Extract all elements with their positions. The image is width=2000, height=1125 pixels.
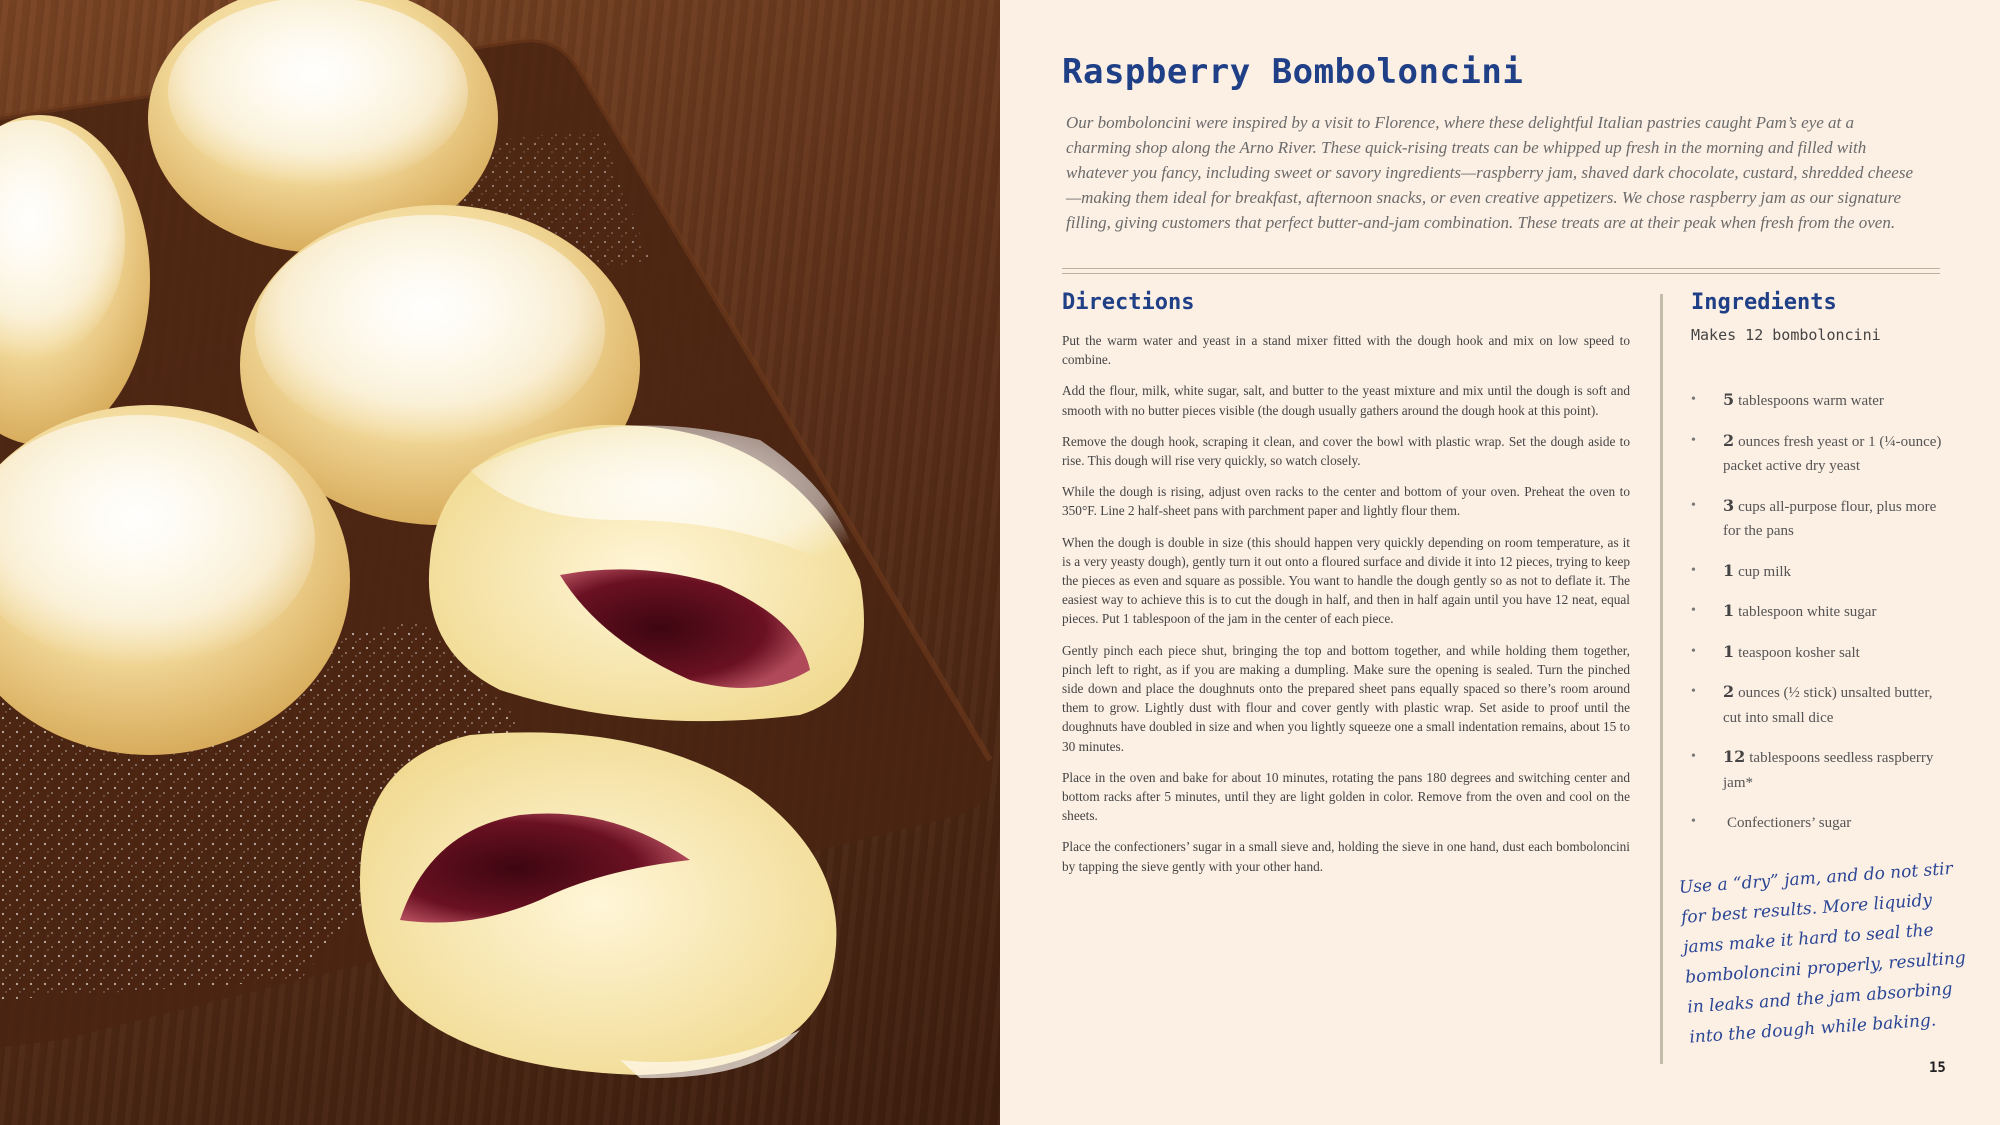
ingredient-item xyxy=(1691,745,1951,795)
column-divider xyxy=(1660,294,1663,1064)
ingredient-text: ounces (½ stick) unsalted butter, cut into small dice xyxy=(1723,685,1933,726)
bullet-icon: • xyxy=(1691,432,1696,448)
ingredient-quantity: 2 xyxy=(1723,430,1735,450)
page-number: 15 xyxy=(1929,1060,1946,1076)
recipe-title: Raspberry Bomboloncini xyxy=(1062,52,1524,92)
direction-step: While the dough is rising, adjust oven racks to the center and bottom of your oven. Preheat the oven to 350°F. Line 2 half-sheet pans with parchment paper and lightly flour them. xyxy=(1062,484,1630,519)
direction-step: Remove the dough hook, scraping it clean, and cover the bowl with plastic wrap. Set the dough aside to rise. This dough will rise very quickly, so watch closely. xyxy=(1062,433,1630,469)
ingredient-item xyxy=(1691,640,1951,666)
ingredient-item xyxy=(1691,559,1951,585)
ingredient-quantity: 1 xyxy=(1723,560,1735,580)
ingredient-text: tablespoon white sugar xyxy=(1738,604,1877,620)
ingredient-quantity: 12 xyxy=(1723,747,1746,766)
section-divider xyxy=(1062,268,1940,274)
bullet-icon: • xyxy=(1691,392,1696,407)
ingredient-text: tablespoons warm water xyxy=(1738,393,1884,409)
ingredient-text: cup milk xyxy=(1738,563,1792,580)
bullet-icon: • xyxy=(1691,814,1696,829)
ingredient-item xyxy=(1691,494,1951,544)
recipe-page xyxy=(1000,0,2000,1125)
bullet-icon: • xyxy=(1691,684,1696,699)
ingredient-item xyxy=(1691,599,1951,625)
ingredient-quantity: 5 xyxy=(1723,390,1735,409)
direction-step: When the dough is double in size (this should happen very quickly depending on room temperature, as it is a very yeasty dough), gently turn it out onto a floured surface and divide it into 12 pieces, trying to keep the pieces as even and square as possible. You want to handle the dough gently so as not to deflate it. The easiest way to achieve this is to cut the dough in half, and then in half again until you have 12 neat, equal pieces. Put 1 tablespoon of the jam in the center of each piece. xyxy=(1062,534,1630,627)
ingredient-item xyxy=(1691,680,1951,730)
direction-step: Place in the oven and bake for about 10 minutes, rotating the pans 180 degrees and switching center and bottom racks after 5 minutes, until they are light golden in color. Remove from the oven and cool on the sheets. xyxy=(1062,769,1630,824)
bullet-icon: • xyxy=(1691,497,1696,513)
bullet-icon: • xyxy=(1691,603,1696,618)
recipe-intro: Our bomboloncini were inspired by a visit to Florence, where these delightful Italian pastries caught Pam’s eye at a charming shop along the Arno River. These quick-rising treats can be whipped up fresh in the morning and filled with whatever you fancy, including sweet or savory ingredients—raspberry jam, shaved dark chocolate, custard, shredded cheese—making them ideal for breakfast, afternoon snacks, or even creative appetizers. We chose raspberry jam as our signature filling, giving customers that perfect butter-and-jam combination. These treats are at their peak when fresh from the oven. xyxy=(1066,113,1913,232)
ingredient-quantity: 1 xyxy=(1723,641,1735,661)
ingredient-text: Confectioners’ sugar xyxy=(1727,815,1852,831)
direction-step: Gently pinch each piece shut, bringing the top and bottom together, and while holding them together, pinch left to right, as if you are making a dumpling. Make sure the opening is sealed. Turn the pinched side down and place the doughnuts onto the prepared sheet pans equally spaced so there’s room around them to grow. Lightly dust with flour and cover gently with plastic wrap. Set aside to proof until the doughnuts have doubled in size and when you lightly squeeze one a small indentation remains, about 15 to 30 minutes. xyxy=(1062,642,1630,754)
bullet-icon: • xyxy=(1691,643,1696,659)
ingredient-quantity: 1 xyxy=(1723,601,1735,620)
ingredient-item xyxy=(1691,429,1951,479)
ingredient-item xyxy=(1691,810,1951,836)
ingredient-text: ounces fresh yeast or 1 (¼-ounce) packet active dry yeast xyxy=(1723,433,1942,474)
ingredient-quantity: 3 xyxy=(1723,495,1735,515)
ingredient-item xyxy=(1691,388,1951,414)
recipe-yield: Makes 12 bomboloncini xyxy=(1691,326,1881,344)
ingredients-heading: Ingredients xyxy=(1691,290,1837,315)
bullet-icon: • xyxy=(1691,562,1696,578)
direction-step: Put the warm water and yeast in a stand mixer fitted with the dough hook and mix on low speed to combine. xyxy=(1062,333,1630,368)
direction-step: Add the flour, milk, white sugar, salt, and butter to the yeast mixture and mix until the dough is soft and smooth with no butter pieces visible (the dough usually gathers around the dough hook at this point). xyxy=(1062,383,1630,418)
ingredient-text: tablespoons seedless raspberry jam* xyxy=(1723,750,1934,791)
directions-heading: Directions xyxy=(1062,290,1195,315)
ingredient-text: teaspoon kosher salt xyxy=(1738,644,1860,661)
bullet-icon: • xyxy=(1691,749,1696,764)
direction-step: Place the confectioners’ sugar in a small sieve and, holding the sieve in one hand, dust each bomboloncini by tapping the sieve gently with your other hand. xyxy=(1062,839,1630,874)
ingredient-quantity: 2 xyxy=(1723,682,1735,701)
ingredient-text: cups all-purpose flour, plus more for the pans xyxy=(1723,498,1937,539)
ingredients-list xyxy=(1691,388,1951,851)
handwritten-note: Use a “dry” jam, and do not stir for best results. More liquidy jams make it hard to seal the bomboloncini properly, resulting in leaks and the jam absorbing into the dough while baking. xyxy=(1678,858,1967,1048)
directions-list xyxy=(1062,331,1630,888)
